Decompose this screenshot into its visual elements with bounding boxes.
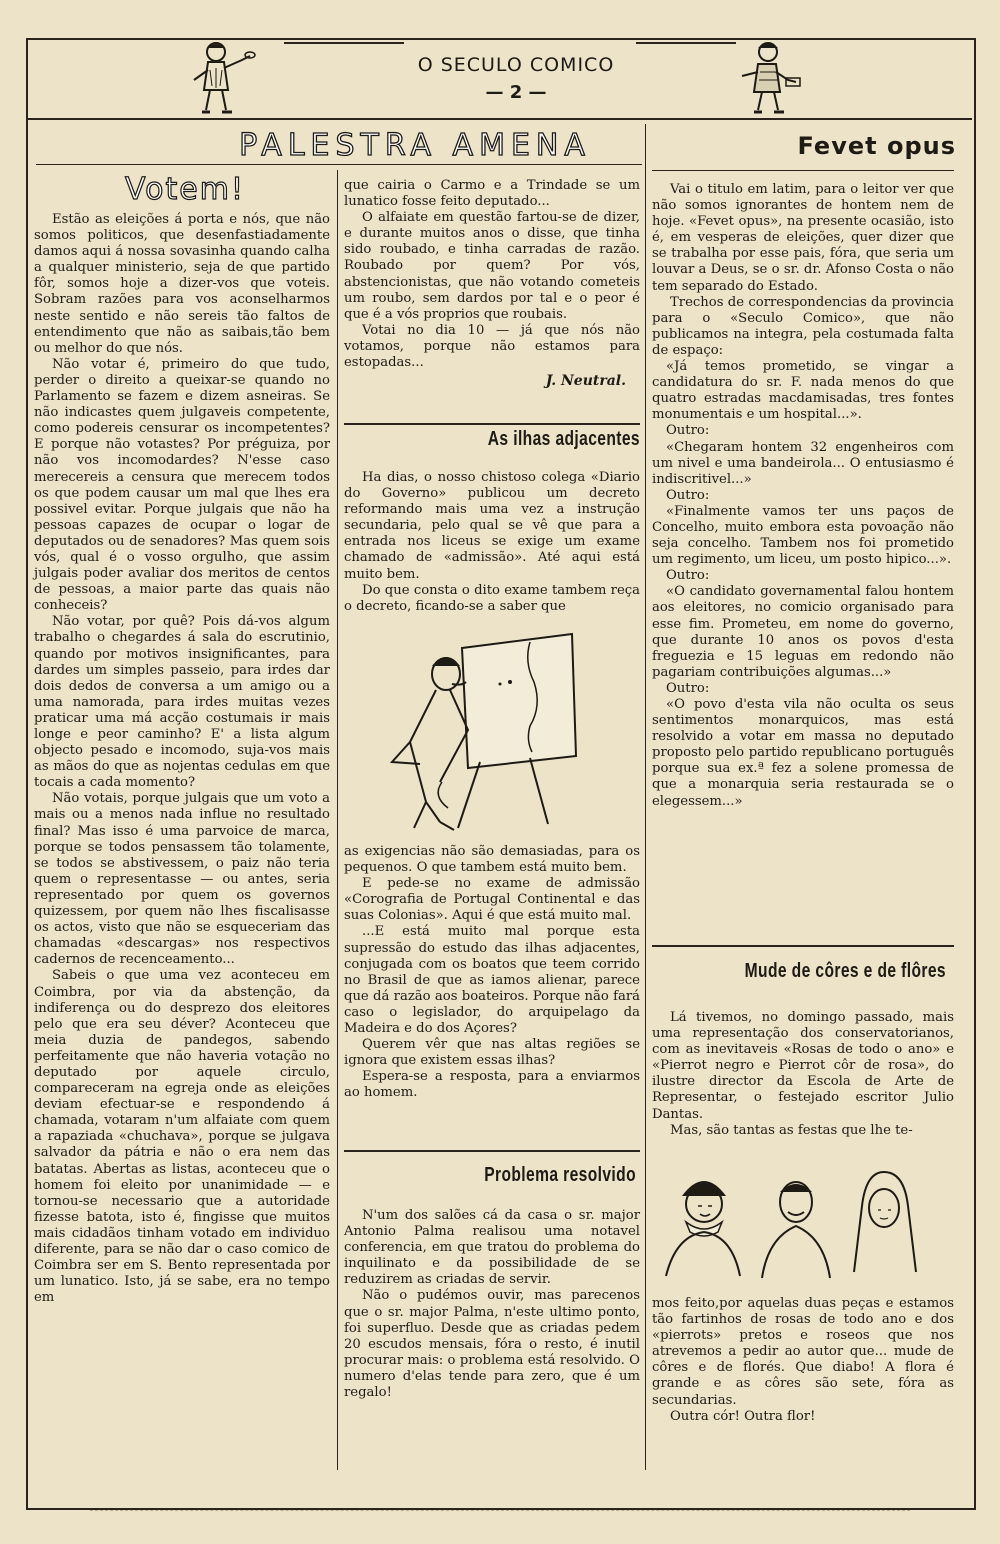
paragraph: as exigencias não são demasiadas, para os pequenos. O que tambem está muito bem. xyxy=(344,844,640,876)
paragraph: Estão as eleições á porta e nós, que não somos politicos, que desenfastiadamente damos aqui á nossa sovasinha quando calha a qualquer ministerio, seja de que partido fôr, somos hoje a dizer-vos que voteis. Sobram razões para vos aconselharmos neste sentido e não sereis tão faltos de entendimento que não as saibais,tão bem ou melhor do que nós. xyxy=(34,212,330,356)
paragraph: Do que consta o dito exame tambem reça o decreto, ficando-se a saber que xyxy=(344,582,640,614)
section-heading-fevet: Fevet opus xyxy=(797,132,956,160)
mude-article-top xyxy=(652,1010,954,1139)
paragraph: Outra cór! Outra flor! xyxy=(670,1408,816,1424)
problema-article xyxy=(344,1208,640,1401)
article-title-mude: Mude de côres e de flôres xyxy=(744,960,946,982)
section-rule xyxy=(344,423,640,425)
masthead-rule xyxy=(284,42,404,44)
article-title-problema: Problema resolvido xyxy=(484,1164,636,1186)
paragraph: Outro: xyxy=(666,487,710,503)
paragraph: Trechos de correspondencias da provincia para o «Seculo Comico», que não publicamos na integra, pela costumada falta de espaço: xyxy=(652,294,954,358)
paragraph: Espera-se a resposta, para a enviarmos ao homem. xyxy=(344,1069,640,1101)
ilhas-article-top xyxy=(344,470,640,615)
bottom-trim-line xyxy=(90,1510,910,1512)
masthead xyxy=(26,38,972,120)
three-portraits-illustration xyxy=(656,1166,946,1286)
article-title-votem: Votem! xyxy=(124,172,246,207)
paragraph: Não votar é, primeiro do que tudo, perder o direito a queixar-se quando no Parlamento se fazem e dizem asneiras. Se não indicastes quem julgaveis competente, como podereis censurar os incompetentes? E porque não votastes? Por préguiza, por não vos incomodardes? N'esse caso merecereis a censura que merecem todos os que podem causar um mal que lhes era possivel evitar. Porque julgais que não ha pessoas capazes de ocupar o logar de deputados ou de senadores? Mas quem sois vós, qual é o vosso orgulho, que assim julgais poder avaliar dos meritos de centos de pessoas, a maior parte das quais não conheceis? xyxy=(34,356,330,614)
article-title-ilhas: As ilhas adjacentes xyxy=(487,428,640,450)
paragraph: Mas, são tantas as festas que lhe te- xyxy=(670,1122,913,1138)
heading-rule xyxy=(652,170,954,171)
paragraph: E pede-se no exame de admissão «Corografia de Portugal Continental e das suas Colonias». Aqui é que está muito mal. xyxy=(344,876,640,924)
paragraph: Lá tivemos, no domingo passado, mais uma representação dos conservatorianos, com as inevitaveis «Rosas de todo o ano» e «Pierrot negro e Pierrot côr de rosa», do ilustre director da Escola de Arte de Representar, o festejado escritor Julio Dantas. xyxy=(652,1010,954,1122)
section-rule xyxy=(652,945,954,947)
paragraph: Ha dias, o nosso chistoso colega «Diario do Governo» publicou um decreto reformando mais uma vez a instrução secundaria, pelo qual se vê que para a entrada nos liceus se exige um exame chamado de «admissão». Até aqui está muito bem. xyxy=(344,470,640,582)
section-rule xyxy=(344,1150,640,1152)
paragraph: mos feito,por aquelas duas peças e estamos tão fartinhos de rosas de todo ano e dos «pierrots» pretos e roseos que nos atrevemos a pedir ao autor que... mude de côres e de florés. Que diabo! A flora é grande e as côres são sete, fóra as secundarias. xyxy=(652,1296,954,1408)
paragraph: Votai no dia 10 — já que nós não votamos, porque não estamos para estopadas... xyxy=(344,322,640,371)
paragraph: Querem vêr que nas altas regiões se ignora que existem essas ilhas? xyxy=(344,1037,640,1069)
man-at-map-illustration xyxy=(380,632,580,832)
paragraph: Vai o titulo em latim, para o leitor ver que não somos ignorantes de hontem nem de hoje. «Fevet opus», na presente ocasião, isto é, em vesperas de eleições, quer dizer que se trabalha por esse pais, fóra, que seria um louvar a Deus, se o sr. dr. Afonso Costa o não tem separado do Estado. xyxy=(652,182,954,294)
paragraph: «Finalmente vamos ter uns paços de Concelho, muito embora esta povoação não seja concelho. Tambem nos foi prometido um regimento, um liceu, um posto hipico...». xyxy=(652,503,954,568)
heading-rule xyxy=(36,164,642,165)
cartoon-boy-left-icon xyxy=(176,40,256,116)
paragraph: Não votais, porque julgais que um voto a mais ou a menos nada influe no resultado final? Mas isso é uma parvoice de marca, porque se todos pensassem tão tolamente, se todos se abstivessem, o paiz não teria quem o representasse — ou antes, seria representado por quem os governos quizessem, por quem não lhes fiscalisasse os actos, visto que não se esqueceriam das chamadas «descargas» nos respectivos cadernos de recenceamento... xyxy=(34,791,330,968)
section-heading-palestra: PALESTRA AMENA xyxy=(239,128,591,163)
paragraph: «O povo d'esta vila não oculta os seus sentimentos monarquicos, mas está resolvido a votar em massa no deputado proposto pelo partido republicano português porque sua ex.ª fez a solene promessa de que a monarquia seria restaurada se o elegessem...» xyxy=(652,697,954,809)
paragraph: «Já temos prometido, se vingar a candidatura do sr. F. nada menos do que quatro estradas macdamisadas, tres fontes monumentais e um hospital...». xyxy=(652,359,954,423)
paragraph: Outro: xyxy=(666,680,710,696)
column-rule xyxy=(337,170,338,1470)
newspaper-title: O SECULO COMICO xyxy=(417,54,615,76)
masthead-rule xyxy=(636,42,736,44)
paragraph: que cairia o Carmo e a Trindade se um lunatico fosse feito deputado... xyxy=(344,178,640,210)
fevet-article xyxy=(652,182,954,810)
paragraph: Outro: xyxy=(666,423,710,439)
paragraph: Sabeis o que uma vez aconteceu em Coimbra, por via da abstenção, da indiferença ou do desprezo dos eleitores pelo que era seu déver? Aconteceu que meia duzia de pandegos, sabendo perfeitamente que não haveria votação no deputado por aquele circulo, compareceram na egreja onde as eleições deviam efectuar-se e respondendo á chamada, votaram n'um alfaiate com quem a rapaziada «chuchava», porque se julgava salvador da pátria e não o era nem das batatas. Abertas as listas, aconteceu que o homem foi eleito por unanimidade — e tornou-se necessario que a autoridade fizesse batota, isto é, fingisse que muitos mais cidadãos tinham votado em individuo diferente, para se não dar o caso comico de Coimbra ser em S. Bento representada por um lunatico. Isto, já se sabe, era no tempo em xyxy=(34,968,330,1306)
paragraph: «Chegaram hontem 32 engenheiros com um nivel e uma bandeirola... O entusiasmo é indiscritivel...» xyxy=(652,439,954,487)
paragraph: Não votar, por quê? Pois dá-vos algum trabalho o chegardes á sala do escrutinio, quando por motivos insignificantes, para dardes um simples passeio, para irdes dar dois dedos de conversa a um amigo ou a uma namorada, para irdes muitas vezes praticar uma má acção costumais ir mais longe e peor caminho? E' a lista algum objecto pesado e incomodo, suja-vos mais as mãos do que as nojentas cedulas em que tocais a cada momento? xyxy=(34,614,330,791)
paragraph: «O candidato governamental falou hontem aos eleitores, no comicio organisado para esse fim. Prometeu, em nome do governo, que durante 10 anos os povos d'esta freguezia e 15 leguas em redondo não pagariam contribuições algumas...» xyxy=(652,584,954,680)
paragraph: Não o pudémos ouvir, mas parecenos que o sr. major Palma, n'este ultimo ponto, foi superfluo. Desde que as criadas pedem 20 escudos mensais, fóra o resto, é inutil procurar mais: o problema está resolvido. O numero d'elas tende para zero, que é um regalo! xyxy=(344,1288,640,1401)
paragraph: ...E está muito mal porque esta supressão do estudo das ilhas adjacentes, conjugada com os boatos que teem corrido no Brasil de que as iamos alienar, parece que dá razão aos boateiros. Porque não fará caso o legislador, do arquipelago da Madeira e do dos Açores? xyxy=(344,924,640,1037)
paragraph: N'um dos salões cá da casa o sr. major Antonio Palma realisou uma notavel conferencia, em que tratou do problema do inquilinato e da possibilidade de se reduzirem as criadas de servir. xyxy=(344,1208,640,1288)
paragraph: Outro: xyxy=(666,568,710,584)
mude-article-bottom xyxy=(652,1296,954,1425)
votem-column-1 xyxy=(34,212,330,1306)
column-rule xyxy=(645,124,646,1470)
page-number: — 2 — xyxy=(485,82,547,103)
votem-column-2 xyxy=(344,178,640,389)
cartoon-boy-right-icon xyxy=(726,40,806,116)
ilhas-article-bottom xyxy=(344,844,640,1102)
author-signature: J. Neutral. xyxy=(545,373,626,390)
paragraph: O alfaiate em questão fartou-se de dizer, e durante muitos anos o disse, que tinha sido roubado, e tinha carradas de razão. Roubado por quem? Por vós, abstencionistas, que não votando cometeis um roubo, sem dardos por tal e o peor é que é a vós proprios que roubais. xyxy=(344,210,640,322)
